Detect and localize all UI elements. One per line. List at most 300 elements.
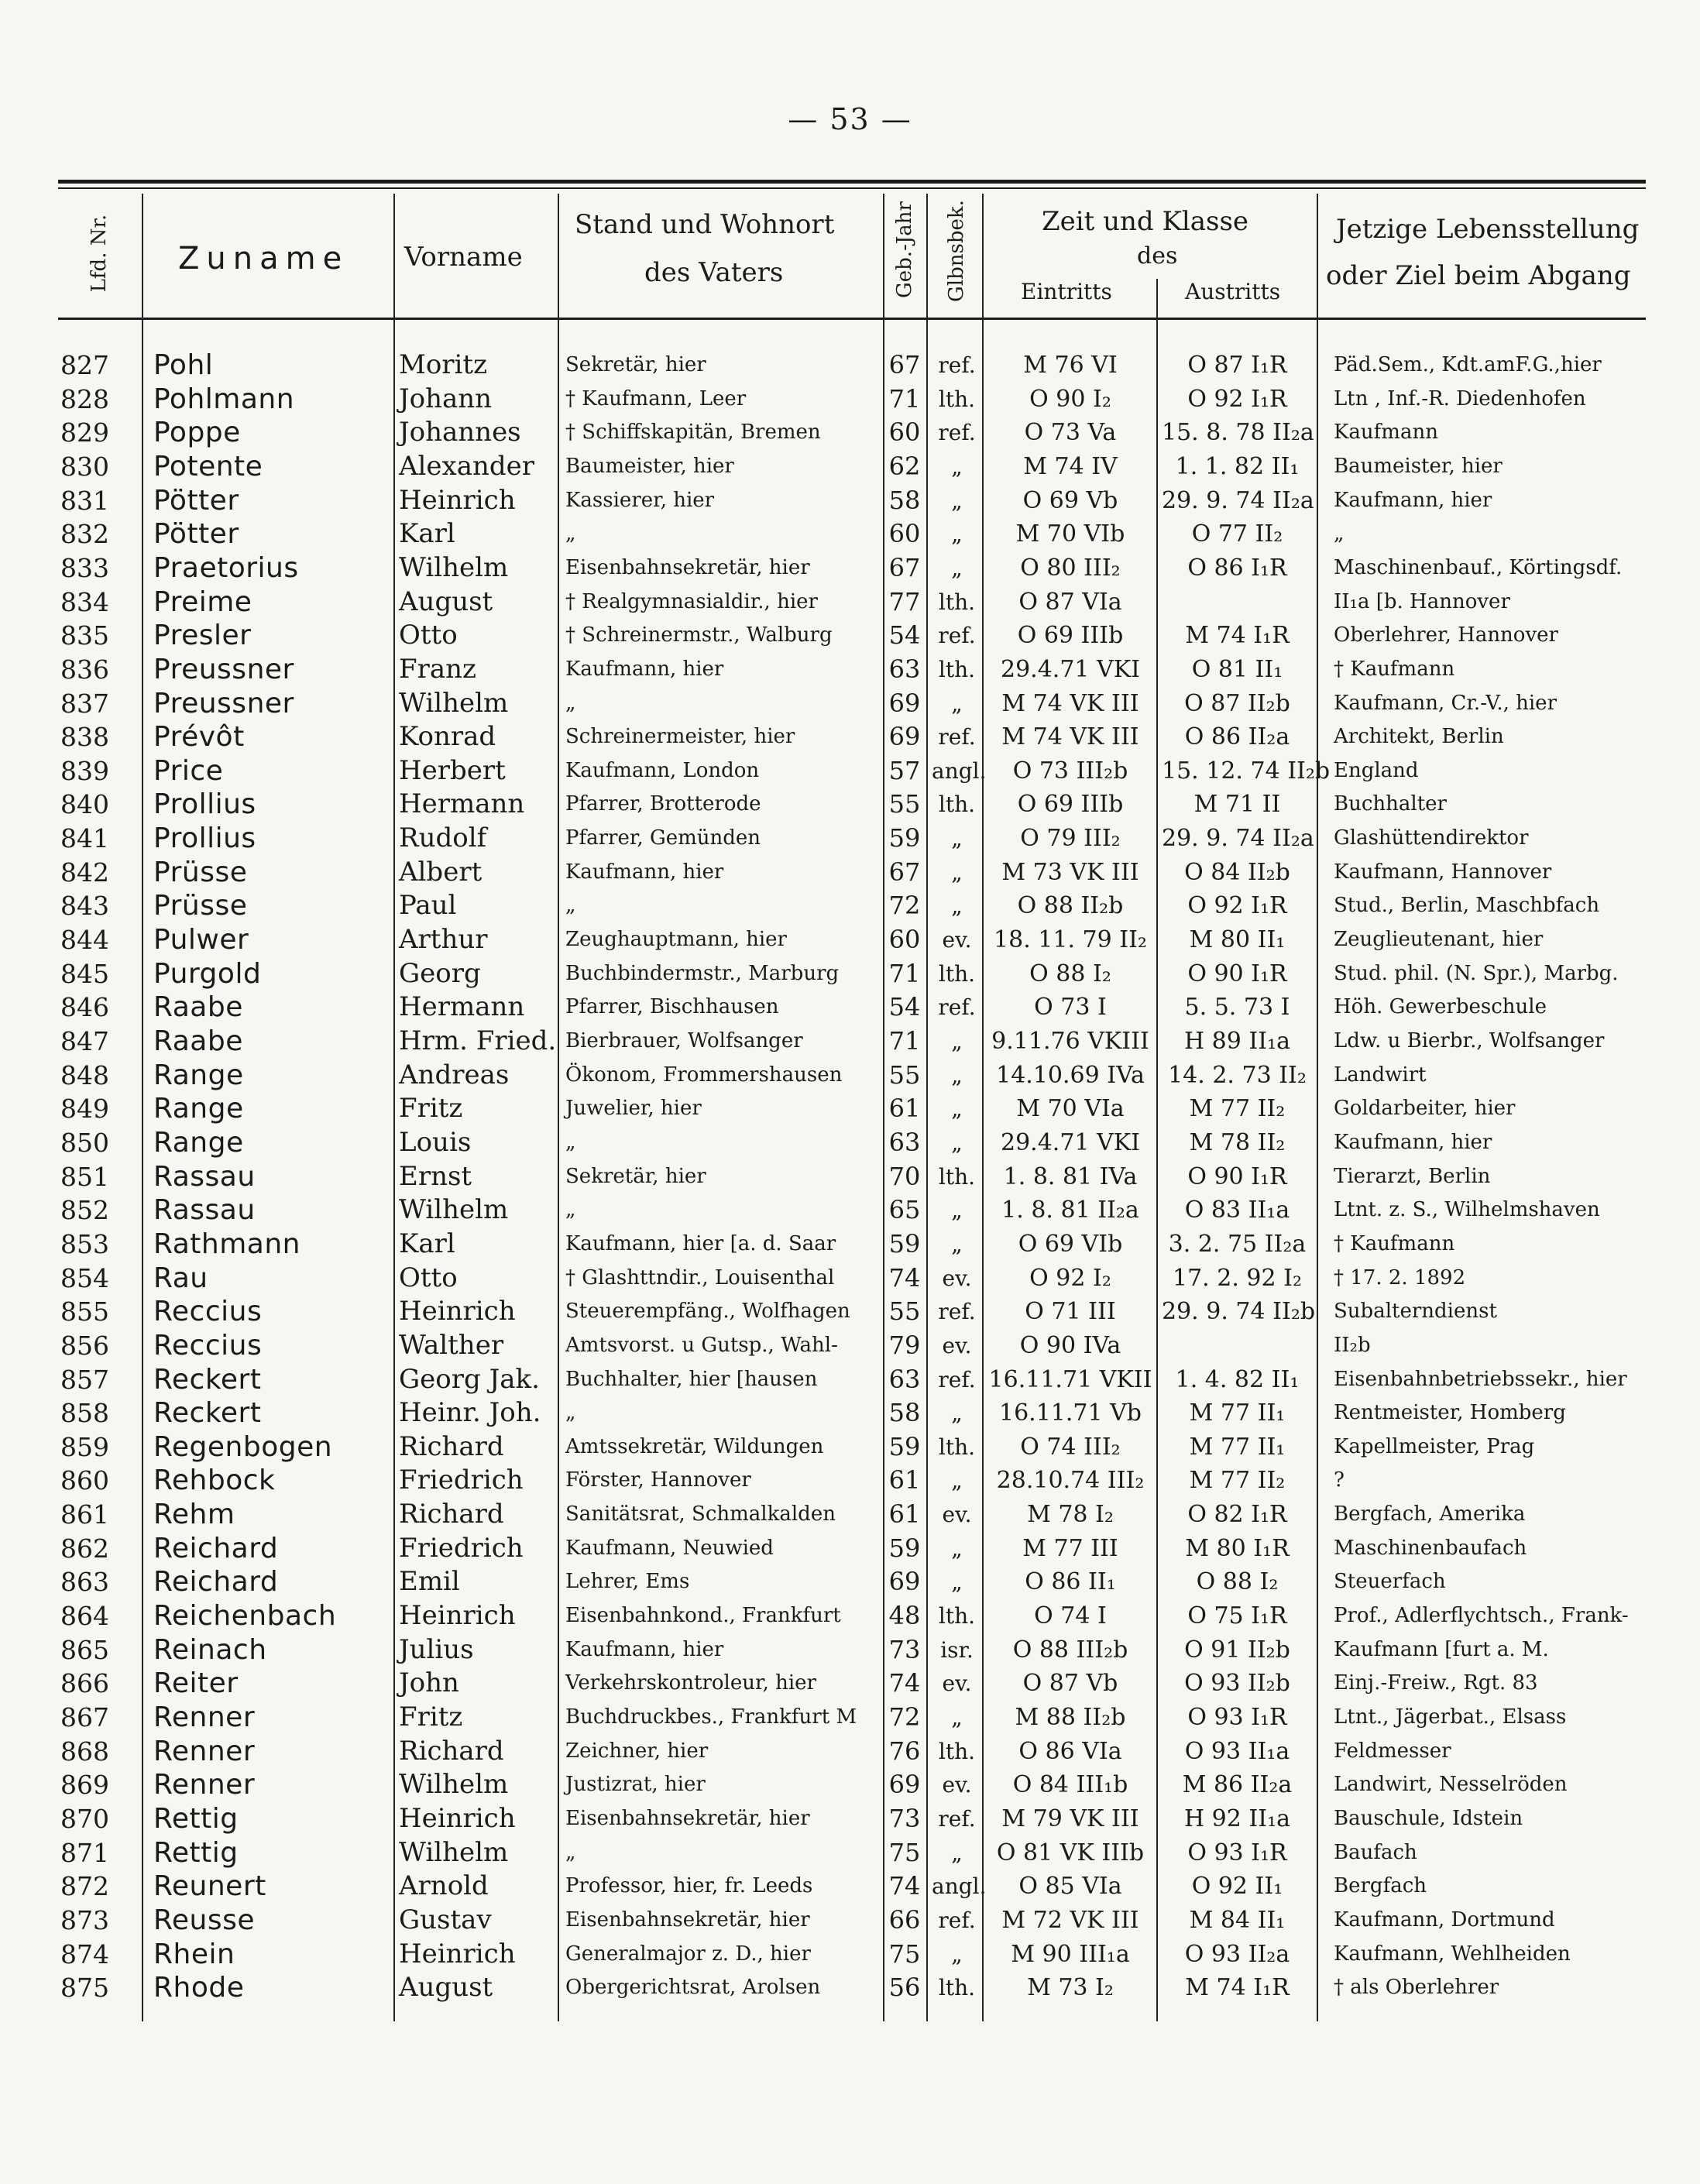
exit-class: O 81 II₁ xyxy=(1191,655,1283,683)
first-name: August xyxy=(399,585,493,617)
surname: Reccius xyxy=(153,1296,263,1328)
entry-number: 841 xyxy=(60,823,109,854)
entry-number: 860 xyxy=(60,1465,109,1496)
first-name: Herbert xyxy=(399,754,506,786)
surname: Pötter xyxy=(153,484,239,517)
religion: „ xyxy=(951,1839,963,1866)
religion: ref. xyxy=(938,352,976,378)
first-name: Johann xyxy=(399,383,493,414)
exit-class: 5. 5. 73 I xyxy=(1184,994,1290,1022)
religion: lth. xyxy=(938,656,976,682)
first-name: Otto xyxy=(399,620,458,651)
table-row xyxy=(0,1430,1700,1465)
father-occupation: Baumeister, hier xyxy=(565,454,734,478)
birth-year: 57 xyxy=(888,755,921,785)
entry-class: O 79 III₂ xyxy=(1020,825,1121,853)
entry-number: 834 xyxy=(60,586,109,617)
current-position: Oberlehrer, Hannover xyxy=(1334,623,1558,647)
table-row xyxy=(0,1667,1700,1701)
father-occupation: Eisenbahnsekretär, hier xyxy=(565,555,810,579)
birth-year: 79 xyxy=(888,1330,921,1360)
entry-class: M 74 IV xyxy=(1023,452,1118,480)
father-occupation: Amtsvorst. u Gutsp., Wahl- xyxy=(565,1333,838,1357)
first-name: Karl xyxy=(399,518,455,550)
exit-class: O 90 I₁R xyxy=(1187,1162,1287,1190)
top-rule xyxy=(58,180,1646,184)
entry-number: 862 xyxy=(60,1533,109,1564)
current-position: Päd.Sem., Kdt.amF.G.,hier xyxy=(1334,353,1602,376)
exit-class: O 93 I₁R xyxy=(1187,1839,1287,1866)
table-row xyxy=(0,1532,1700,1566)
first-name: Rudolf xyxy=(399,822,487,854)
birth-year: 73 xyxy=(888,1634,921,1664)
entry-number: 838 xyxy=(60,722,109,753)
exit-class: O 83 II₁a xyxy=(1184,1197,1290,1224)
exit-class: O 92 II₁ xyxy=(1191,1873,1283,1901)
current-position: Kaufmann, Cr.-V., hier xyxy=(1334,691,1557,715)
surname: Reccius xyxy=(153,1329,263,1362)
header-geb-jahr: Geb.-Jahr xyxy=(893,201,916,298)
religion: ref. xyxy=(938,1299,976,1325)
exit-class: O 92 I₁R xyxy=(1187,892,1287,920)
birth-year: 66 xyxy=(888,1904,921,1935)
entry-class: O 86 VIa xyxy=(1018,1737,1122,1765)
entry-class: O 81 VK IIIb xyxy=(996,1839,1145,1866)
surname: Preussner xyxy=(153,687,294,719)
birth-year: 71 xyxy=(888,383,921,414)
entry-class: O 73 Va xyxy=(1024,419,1117,447)
first-name: Johannes xyxy=(399,417,521,448)
entry-class: 29.4.71 VKI xyxy=(1001,1128,1140,1156)
current-position: Kapellmeister, Prag xyxy=(1334,1434,1535,1458)
religion: ref. xyxy=(938,420,976,446)
surname: Rassau xyxy=(153,1160,256,1193)
exit-class: 29. 9. 74 II₂a xyxy=(1162,486,1314,514)
surname: Rehm xyxy=(153,1499,235,1531)
birth-year: 48 xyxy=(888,1601,921,1631)
religion: „ xyxy=(951,453,963,479)
surname: Preime xyxy=(153,585,252,618)
header-austritts: Austritts xyxy=(1185,279,1281,304)
top-rule-thin xyxy=(58,187,1646,189)
exit-class: 17. 2. 92 I₂ xyxy=(1173,1264,1302,1292)
current-position: † 17. 2. 1892 xyxy=(1334,1265,1466,1289)
entry-class: M 74 VK III xyxy=(1001,689,1139,717)
first-name: Heinr. Joh. xyxy=(399,1397,541,1429)
father-occupation: Zeichner, hier xyxy=(565,1739,709,1763)
religion: lth. xyxy=(938,1163,976,1190)
surname: Prollius xyxy=(153,788,256,821)
father-occupation: Buchhalter, hier [hausen xyxy=(565,1367,818,1391)
birth-year: 69 xyxy=(888,1567,921,1597)
entry-class: 1. 8. 81 II₂a xyxy=(1001,1197,1139,1224)
entry-number: 869 xyxy=(60,1770,109,1801)
current-position: Zeuglieutenant, hier xyxy=(1334,928,1544,952)
religion: „ xyxy=(951,1231,963,1257)
table-row xyxy=(0,754,1700,788)
table-row xyxy=(0,1565,1700,1599)
current-position: Bergfach, Amerika xyxy=(1334,1502,1526,1526)
table-row xyxy=(0,1059,1700,1093)
father-occupation: Bierbrauer, Wolfsanger xyxy=(565,1029,803,1053)
father-occupation: Sanitätsrat, Schmalkalden xyxy=(565,1502,836,1526)
header-glbnsbek: Glbnsbek. xyxy=(945,200,968,302)
exit-class: O 88 I₂ xyxy=(1196,1568,1279,1596)
current-position: Kaufmann, Wehlheiden xyxy=(1334,1942,1571,1966)
father-occupation: † Realgymnasialdir., hier xyxy=(565,589,818,613)
religion: „ xyxy=(951,1197,963,1224)
entry-class: O 90 I₂ xyxy=(1029,385,1111,413)
religion: „ xyxy=(951,1705,963,1730)
exit-class: M 77 II₂ xyxy=(1189,1467,1286,1495)
first-name: Julius xyxy=(399,1633,474,1665)
header-stand-line1: Stand und Wohnort xyxy=(575,209,835,240)
current-position: Einj.-Freiw., Rgt. 83 xyxy=(1334,1671,1538,1695)
entry-class: O 73 I xyxy=(1034,994,1107,1022)
table-row xyxy=(0,991,1700,1025)
birth-year: 61 xyxy=(888,1499,921,1530)
entry-number: 866 xyxy=(60,1668,109,1699)
entry-number: 835 xyxy=(60,620,109,651)
father-occupation: Juwelier, hier xyxy=(565,1097,702,1121)
exit-class: O 93 II₁a xyxy=(1184,1737,1290,1765)
birth-year: 55 xyxy=(888,1296,921,1327)
header-stand-line2: des Vaters xyxy=(644,257,784,288)
surname: Rau xyxy=(153,1262,208,1294)
religion: ev. xyxy=(942,927,972,953)
religion: „ xyxy=(951,555,963,581)
entry-number: 857 xyxy=(60,1364,109,1395)
birth-year: 77 xyxy=(888,586,921,616)
entry-class: M 74 VK III xyxy=(1001,723,1139,751)
religion: ref. xyxy=(938,994,976,1021)
father-occupation: Kaufmann, London xyxy=(565,758,760,782)
current-position: „ xyxy=(1334,522,1345,546)
religion: ev. xyxy=(942,1671,972,1697)
first-name: Ernst xyxy=(399,1160,472,1192)
entry-class: 16.11.71 VKII xyxy=(988,1365,1152,1393)
birth-year: 58 xyxy=(888,485,921,515)
entry-number: 839 xyxy=(60,755,109,786)
birth-year: 74 xyxy=(888,1668,921,1698)
table-row xyxy=(0,1025,1700,1059)
religion: „ xyxy=(951,1096,963,1122)
religion: ref. xyxy=(938,1366,976,1392)
religion: ev. xyxy=(942,1332,972,1358)
current-position: Rentmeister, Homberg xyxy=(1334,1401,1566,1425)
birth-year: 60 xyxy=(888,519,921,549)
current-position: Baumeister, hier xyxy=(1334,454,1503,478)
table-row xyxy=(0,1092,1700,1126)
father-occupation: Förster, Hannover xyxy=(565,1468,751,1492)
birth-year: 62 xyxy=(888,451,921,481)
entry-class: 28.10.74 III₂ xyxy=(996,1467,1145,1495)
table-row xyxy=(0,1735,1700,1769)
entry-class: O 87 VIa xyxy=(1018,588,1122,616)
exit-class: 1. 1. 82 II₁ xyxy=(1175,452,1300,480)
entry-class: O 86 II₁ xyxy=(1025,1568,1116,1596)
exit-class: 29. 9. 74 II₂a xyxy=(1162,825,1314,853)
religion: ref. xyxy=(938,1805,976,1832)
entry-number: 868 xyxy=(60,1736,109,1767)
entry-class: M 76 VI xyxy=(1023,352,1118,379)
table-row xyxy=(0,349,1700,383)
entry-number: 829 xyxy=(60,417,109,448)
entry-number: 846 xyxy=(60,992,109,1023)
religion: ref. xyxy=(938,724,976,750)
entry-number: 858 xyxy=(60,1398,109,1429)
surname: Preussner xyxy=(153,653,294,685)
father-occupation: Eisenbahnkond., Frankfurt xyxy=(565,1604,841,1628)
religion: angl. xyxy=(932,1873,987,1900)
religion: ref. xyxy=(938,1907,976,1933)
entry-number: 873 xyxy=(60,1904,109,1935)
birth-year: 72 xyxy=(888,1702,921,1732)
birth-year: 59 xyxy=(888,1533,921,1563)
entry-number: 853 xyxy=(60,1228,109,1259)
first-name: Fritz xyxy=(399,1093,463,1125)
religion: „ xyxy=(951,521,963,548)
entry-class: O 71 III xyxy=(1025,1298,1116,1326)
religion: ev. xyxy=(942,1265,972,1291)
entry-class: M 79 VK III xyxy=(1001,1805,1139,1832)
current-position: Kaufmann, Dortmund xyxy=(1334,1908,1555,1932)
first-name: Arnold xyxy=(399,1870,489,1902)
current-position: Ltnt. z. S., Wilhelmshaven xyxy=(1334,1198,1600,1222)
religion: „ xyxy=(951,859,963,885)
father-occupation: Steuerempfäng., Wolfhagen xyxy=(565,1300,850,1324)
exit-class: O 75 I₁R xyxy=(1187,1602,1287,1630)
entry-number: 828 xyxy=(60,383,109,414)
table-row xyxy=(0,585,1700,620)
header-jetzige-line2: oder Ziel beim Abgang xyxy=(1326,260,1631,291)
table-row xyxy=(0,957,1700,991)
religion: ev. xyxy=(942,1502,972,1528)
birth-year: 59 xyxy=(888,1431,921,1461)
current-position: Bauschule, Idstein xyxy=(1334,1806,1523,1830)
exit-class: 15. 8. 78 II₂a xyxy=(1162,419,1314,447)
exit-class: M 78 II₂ xyxy=(1189,1128,1286,1156)
table-row xyxy=(0,1904,1700,1938)
surname: Poppe xyxy=(153,417,241,449)
table-row xyxy=(0,450,1700,484)
birth-year: 67 xyxy=(888,350,921,379)
surname: Reusse xyxy=(153,1904,256,1936)
table-row xyxy=(0,687,1700,721)
birth-year: 76 xyxy=(888,1736,921,1766)
first-name: Heinrich xyxy=(399,484,516,516)
table-row xyxy=(0,1262,1700,1296)
entry-number: 832 xyxy=(60,519,109,550)
first-name: Hermann xyxy=(399,991,525,1023)
first-name: Alexander xyxy=(399,450,535,482)
entry-class: 1. 8. 81 IVa xyxy=(1003,1162,1138,1190)
exit-class: O 82 I₁R xyxy=(1187,1501,1287,1529)
first-name: Heinrich xyxy=(399,1296,516,1327)
exit-class: 15. 12. 74 II₂b xyxy=(1162,757,1331,785)
table-row xyxy=(0,1126,1700,1160)
current-position: Buchhalter xyxy=(1334,792,1447,816)
religion: lth. xyxy=(938,792,976,818)
exit-class: O 87 II₂b xyxy=(1184,689,1290,717)
first-name: Friedrich xyxy=(399,1532,524,1564)
father-occupation: Lehrer, Ems xyxy=(565,1570,690,1594)
exit-class: M 74 I₁R xyxy=(1185,622,1290,650)
current-position: Glashüttendirektor xyxy=(1334,826,1529,850)
exit-class: 29. 9. 74 II₂b xyxy=(1162,1298,1316,1326)
entry-class: O 69 VIb xyxy=(1018,1230,1123,1258)
first-name: John xyxy=(399,1667,459,1699)
first-name: Georg xyxy=(399,957,481,989)
birth-year: 71 xyxy=(888,958,921,988)
table-row xyxy=(0,1870,1700,1904)
exit-class: M 77 II₁ xyxy=(1189,1433,1286,1461)
birth-year: 67 xyxy=(888,552,921,582)
table-row xyxy=(0,1836,1700,1870)
entry-number: 852 xyxy=(60,1195,109,1226)
father-occupation: Ökonom, Frommershausen xyxy=(565,1063,843,1087)
entry-class: M 73 I₂ xyxy=(1027,1974,1114,2002)
father-occupation: Eisenbahnsekretär, hier xyxy=(565,1908,810,1932)
entry-number: 840 xyxy=(60,789,109,820)
exit-class: M 77 II₁ xyxy=(1189,1399,1286,1427)
exit-class: M 71 II xyxy=(1193,791,1281,819)
birth-year: 55 xyxy=(888,789,921,819)
religion: isr. xyxy=(940,1636,974,1663)
entry-class: M 70 VIb xyxy=(1015,520,1125,548)
entry-number: 861 xyxy=(60,1499,109,1530)
religion: „ xyxy=(951,1569,963,1595)
surname: Rettig xyxy=(153,1802,239,1835)
table-row xyxy=(0,383,1700,417)
religion: „ xyxy=(951,1062,963,1088)
entry-number: 856 xyxy=(60,1330,109,1361)
religion: „ xyxy=(951,826,963,852)
entry-number: 837 xyxy=(60,688,109,719)
exit-class: M 77 II₂ xyxy=(1189,1095,1286,1123)
father-occupation: „ xyxy=(565,1130,576,1154)
first-name: Emil xyxy=(399,1566,460,1598)
entry-number: 830 xyxy=(60,451,109,482)
current-position: Bergfach xyxy=(1334,1874,1427,1898)
surname: Rehbock xyxy=(153,1465,276,1497)
table-row xyxy=(0,551,1700,585)
surname: Prévôt xyxy=(153,721,245,754)
religion: „ xyxy=(951,1028,963,1054)
father-occupation: Pfarrer, Brotterode xyxy=(565,792,761,816)
surname: Renner xyxy=(153,1735,256,1767)
father-occupation: Eisenbahnsekretär, hier xyxy=(565,1806,810,1830)
first-name: Arthur xyxy=(399,924,488,956)
table-row xyxy=(0,1971,1700,2005)
header-vorname: Vorname xyxy=(404,242,523,273)
birth-year: 69 xyxy=(888,688,921,718)
current-position: Feldmesser xyxy=(1334,1739,1451,1763)
entry-class: 18. 11. 79 II₂ xyxy=(994,926,1147,954)
exit-class: 3. 2. 75 II₂a xyxy=(1168,1230,1307,1258)
exit-class: M 80 I₁R xyxy=(1185,1534,1290,1562)
surname: Reckert xyxy=(153,1363,262,1396)
father-occupation: Obergerichtsrat, Arolsen xyxy=(565,1976,821,2000)
surname: Renner xyxy=(153,1769,256,1801)
surname: Reckert xyxy=(153,1397,262,1430)
religion: lth. xyxy=(938,1434,976,1460)
first-name: Wilhelm xyxy=(399,1769,509,1801)
birth-year: 61 xyxy=(888,1094,921,1124)
entry-class: O 87 Vb xyxy=(1022,1670,1118,1698)
religion: lth. xyxy=(938,1603,976,1629)
page-number: — 53 — xyxy=(788,102,912,136)
entry-number: 875 xyxy=(60,1973,109,2004)
religion: „ xyxy=(951,1535,963,1561)
birth-year: 67 xyxy=(888,857,921,887)
surname: Rhein xyxy=(153,1938,235,1970)
current-position: Steuerfach xyxy=(1334,1570,1446,1594)
father-occupation: † Schreinermstr., Walburg xyxy=(565,623,833,647)
header-zeit-line1: Zeit und Klasse xyxy=(1042,206,1249,237)
surname: Purgold xyxy=(153,957,262,990)
header-zeit-line2: des xyxy=(1137,242,1178,270)
father-occupation: „ xyxy=(565,1401,576,1425)
current-position: Ltn , Inf.-R. Diedenhofen xyxy=(1334,386,1586,410)
table-row xyxy=(0,1160,1700,1194)
exit-class: O 93 II₂b xyxy=(1184,1670,1290,1698)
surname: Pohl xyxy=(153,349,214,381)
father-occupation: „ xyxy=(565,1198,576,1222)
birth-year: 55 xyxy=(888,1059,921,1090)
table-row xyxy=(0,720,1700,754)
religion: „ xyxy=(951,690,963,716)
table-row xyxy=(0,1701,1700,1735)
birth-year: 58 xyxy=(888,1398,921,1428)
current-position: II₁a [b. Hannover xyxy=(1334,589,1510,613)
header-zuname: Zuname xyxy=(178,241,349,276)
first-name: Richard xyxy=(399,1499,504,1530)
table-row xyxy=(0,1633,1700,1667)
father-occupation: „ xyxy=(565,1840,576,1864)
entry-number: 871 xyxy=(60,1837,109,1868)
father-occupation: Zeughauptmann, hier xyxy=(565,928,787,952)
entry-class: O 73 III₂b xyxy=(1012,757,1128,785)
first-name: Louis xyxy=(399,1126,472,1158)
entry-class: O 69 IIIb xyxy=(1017,791,1124,819)
entry-class: O 74 I xyxy=(1034,1602,1107,1630)
birth-year: 73 xyxy=(888,1803,921,1833)
current-position: Eisenbahnbetriebssekr., hier xyxy=(1334,1367,1627,1391)
surname: Reiter xyxy=(153,1667,239,1700)
table-row xyxy=(0,822,1700,856)
father-occupation: „ xyxy=(565,894,576,918)
entry-class: M 73 VK III xyxy=(1001,858,1139,886)
surname: Reinach xyxy=(153,1633,267,1666)
entry-number: 851 xyxy=(60,1161,109,1192)
surname: Regenbogen xyxy=(153,1430,333,1463)
exit-class: M 84 II₁ xyxy=(1189,1906,1286,1934)
first-name: Fritz xyxy=(399,1702,463,1732)
table-row xyxy=(0,619,1700,653)
surname: Prollius xyxy=(153,822,256,855)
father-occupation: Buchbindermstr., Marburg xyxy=(565,961,840,985)
first-name: Heinrich xyxy=(399,1600,516,1632)
birth-year: 70 xyxy=(888,1161,921,1191)
table-row xyxy=(0,517,1700,551)
father-occupation: Kaufmann, hier xyxy=(565,1637,724,1661)
birth-year: 69 xyxy=(888,722,921,752)
current-position: Kaufmann [furt a. M. xyxy=(1334,1637,1549,1661)
surname: Range xyxy=(153,1059,244,1091)
current-position: Ldw. u Bierbr., Wolfsanger xyxy=(1334,1029,1605,1053)
exit-class: H 89 II₁a xyxy=(1183,1028,1291,1055)
